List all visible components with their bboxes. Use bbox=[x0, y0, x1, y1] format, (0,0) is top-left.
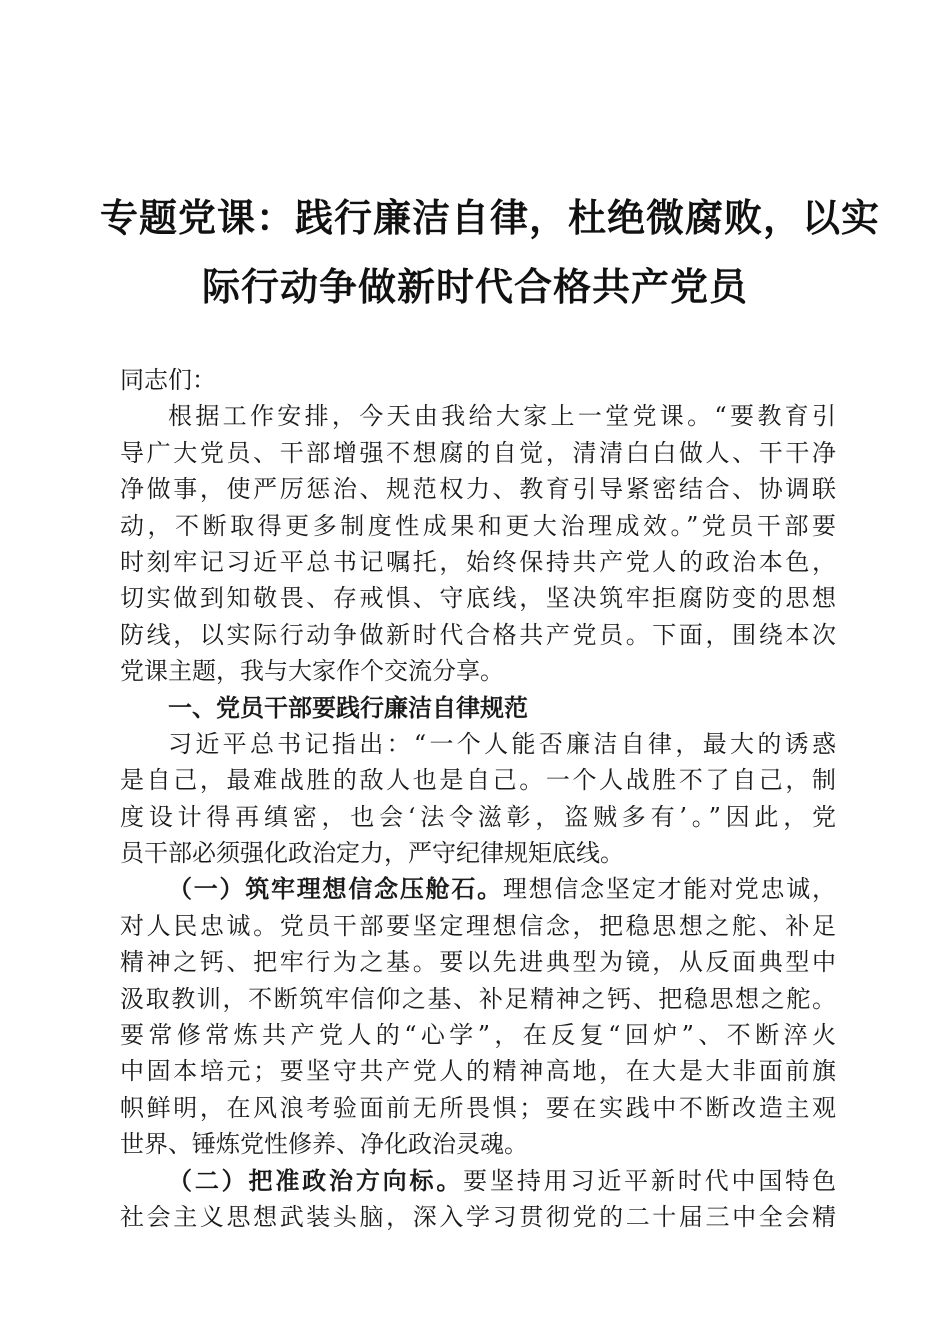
body-line: 防线，以实际行动争做新时代合格共产党员。下面，围绕本次 bbox=[120, 620, 836, 649]
body-line: 汲取教训，不断筑牢信仰之基、补足精神之钙、把稳思想之舵。 bbox=[120, 984, 836, 1013]
body-line: 要常修常炼共产党人的“心学”，在反复“回炉”、不断淬火 bbox=[120, 1021, 836, 1050]
body-line bbox=[120, 1163, 836, 1199]
body-line: 社会主义思想武装头脑，深入学习贯彻党的二十届三中全会精 bbox=[120, 1202, 836, 1231]
body-line: 世界、锤炼党性修养、净化政治灵魂。 bbox=[120, 1130, 528, 1159]
body-line: 时刻牢记习近平总书记嘱托，始终保持共产党人的政治本色， bbox=[120, 547, 836, 576]
body-text-span: 要坚持用习近平新时代中国特色 bbox=[463, 1166, 836, 1195]
document-title-line-2: 际行动争做新时代合格共产党员 bbox=[201, 264, 748, 309]
document-body bbox=[120, 362, 836, 1235]
body-line: 帜鲜明，在风浪考验面前无所畏惧；要在实践中不断改造主观 bbox=[120, 1093, 836, 1122]
section-heading: 一、党员干部要践行廉洁自律规范 bbox=[168, 692, 528, 722]
body-line: 中固本培元；要坚守共产党人的精神高地，在大是大非面前旗 bbox=[120, 1057, 836, 1086]
body-line: 根据工作安排，今天由我给大家上一堂党课。“要教育引 bbox=[168, 402, 836, 431]
body-line: 是自己，最难战胜的敌人也是自己。一个人战胜不了自己，制 bbox=[120, 766, 836, 795]
body-line: 习近平总书记指出：“一个人能否廉洁自律，最大的诱惑 bbox=[168, 729, 836, 758]
body-line: 切实做到知敬畏、存戒惧、守底线，坚决筑牢拒腐防变的思想 bbox=[120, 584, 836, 613]
body-line: 净做事，使严厉惩治、规范权力、教育引导紧密结合、协调联 bbox=[120, 475, 836, 504]
body-line: 对人民忠诚。党员干部要坚定理想信念，把稳思想之舵、补足 bbox=[120, 911, 836, 940]
body-line: 精神之钙、把牢行为之基。要以先进典型为镜，从反面典型中 bbox=[120, 948, 836, 977]
subsection-heading: （二）把准政治方向标。 bbox=[168, 1165, 464, 1195]
body-line: 党课主题，我与大家作个交流分享。 bbox=[120, 657, 504, 686]
body-text-span: 理想信念坚定才能对党忠诚， bbox=[502, 875, 836, 904]
body-line: 导广大党员、干部增强不想腐的自觉，清清白白做人、干干净 bbox=[120, 438, 836, 467]
body-line: 同志们： bbox=[120, 366, 216, 394]
body-line: 动，不断取得更多制度性成果和更大治理成效。”党员干部要 bbox=[120, 511, 836, 540]
body-line bbox=[120, 871, 836, 907]
body-line: 度设计得再缜密，也会‘法令滋彰，盗贼多有’。”因此，党 bbox=[120, 802, 836, 831]
body-line: 员干部必须强化政治定力，严守纪律规矩底线。 bbox=[120, 839, 624, 868]
document-title-line-1: 专题党课：践行廉洁自律，杜绝微腐败，以实 bbox=[100, 195, 881, 240]
subsection-heading: （一）筑牢理想信念压舱石。 bbox=[168, 874, 503, 904]
